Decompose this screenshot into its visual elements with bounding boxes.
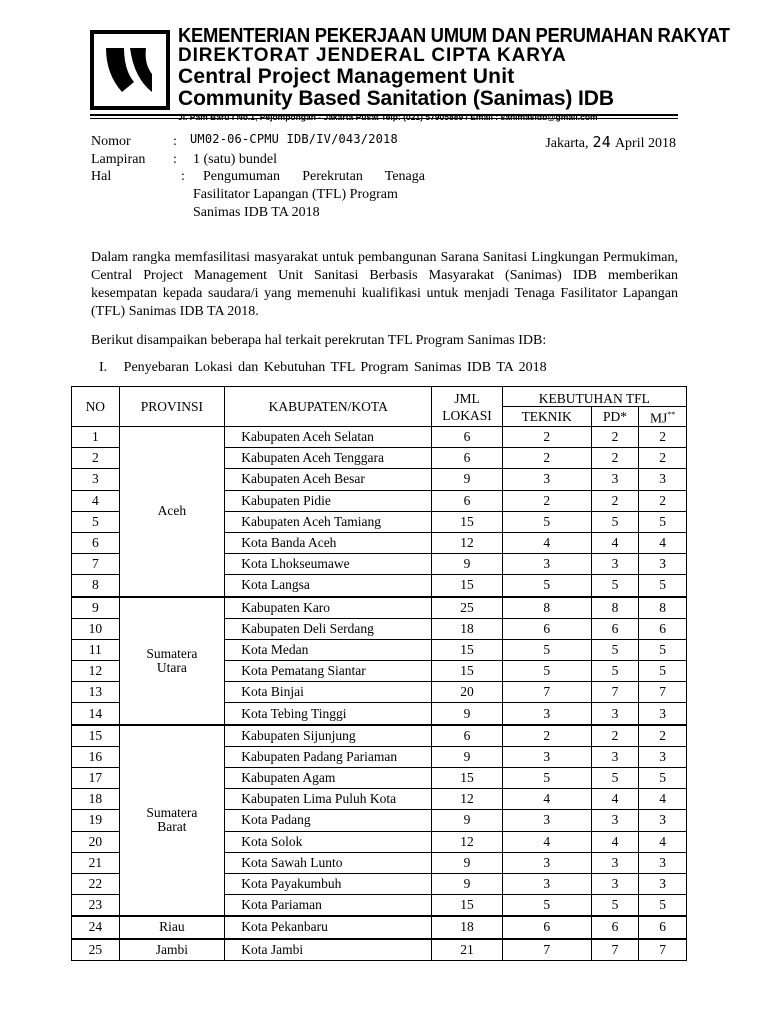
cell-teknik: 3 bbox=[502, 852, 591, 873]
header-lokasi: LOKASI bbox=[442, 407, 492, 423]
cell-pd: 3 bbox=[591, 554, 639, 575]
provinsi-line-1: Sumatera bbox=[146, 645, 198, 661]
cell-jml-lokasi: 6 bbox=[432, 725, 502, 747]
cell-jml-lokasi: 12 bbox=[432, 532, 502, 553]
cell-jml-lokasi: 12 bbox=[432, 789, 502, 810]
cell-kabupaten: Kabupaten Lima Puluh Kota bbox=[225, 789, 432, 810]
nomor-label: Nomor bbox=[91, 134, 131, 149]
cell-pd: 4 bbox=[591, 789, 639, 810]
cell-kabupaten: Kabupaten Aceh Tenggara bbox=[225, 448, 432, 469]
letterhead bbox=[178, 24, 730, 122]
cell-no: 19 bbox=[72, 810, 120, 831]
lampiran-value: 1 (satu) bundel bbox=[193, 152, 277, 167]
cell-no: 18 bbox=[72, 789, 120, 810]
table-row bbox=[72, 939, 687, 961]
cell-jml-lokasi: 15 bbox=[432, 639, 502, 660]
cell-no: 1 bbox=[72, 427, 120, 448]
cell-jml-lokasi: 12 bbox=[432, 831, 502, 852]
cell-mj: 3 bbox=[639, 810, 687, 831]
cell-no: 23 bbox=[72, 895, 120, 917]
cell-kabupaten: Kabupaten Sijunjung bbox=[225, 725, 432, 747]
cell-jml-lokasi: 9 bbox=[432, 852, 502, 873]
lampiran-colon: : bbox=[173, 152, 177, 167]
table-row bbox=[72, 725, 687, 747]
cell-teknik: 2 bbox=[502, 448, 591, 469]
hal-line-1: Pengumuman Perekrutan Tenaga bbox=[203, 169, 425, 184]
cell-pd: 3 bbox=[591, 873, 639, 894]
cell-mj: 3 bbox=[639, 873, 687, 894]
cell-kabupaten: Kabupaten Padang Pariaman bbox=[225, 746, 432, 767]
cell-mj: 7 bbox=[639, 682, 687, 703]
cell-kabupaten: Kabupaten Aceh Besar bbox=[225, 469, 432, 490]
cell-mj: 6 bbox=[639, 618, 687, 639]
table-row bbox=[72, 427, 687, 448]
cell-pd: 7 bbox=[591, 682, 639, 703]
cell-kabupaten: Kota Langsa bbox=[225, 575, 432, 597]
header-kebutuhan: KEBUTUHAN TFL bbox=[502, 387, 686, 407]
cell-teknik: 7 bbox=[502, 939, 591, 961]
header-teknik: TEKNIK bbox=[502, 407, 591, 427]
cell-mj: 4 bbox=[639, 532, 687, 553]
cell-kabupaten: Kabupaten Aceh Tamiang bbox=[225, 511, 432, 532]
cell-kabupaten: Kota Binjai bbox=[225, 682, 432, 703]
cell-teknik: 7 bbox=[502, 682, 591, 703]
cell-mj: 3 bbox=[639, 746, 687, 767]
cell-mj: 3 bbox=[639, 554, 687, 575]
cell-jml-lokasi: 9 bbox=[432, 810, 502, 831]
table-header-row bbox=[72, 387, 687, 407]
cell-pd: 6 bbox=[591, 618, 639, 639]
cell-mj: 2 bbox=[639, 490, 687, 511]
cell-jml-lokasi: 15 bbox=[432, 661, 502, 682]
cell-no: 14 bbox=[72, 703, 120, 725]
cell-provinsi bbox=[119, 597, 225, 725]
cell-kabupaten: Kota Tebing Tinggi bbox=[225, 703, 432, 725]
cell-teknik: 5 bbox=[502, 661, 591, 682]
cell-mj: 3 bbox=[639, 852, 687, 873]
cell-pd: 5 bbox=[591, 661, 639, 682]
cell-provinsi: Aceh bbox=[119, 427, 225, 597]
cell-no: 6 bbox=[72, 532, 120, 553]
cell-no: 2 bbox=[72, 448, 120, 469]
cell-jml-lokasi: 18 bbox=[432, 618, 502, 639]
cell-mj: 5 bbox=[639, 895, 687, 917]
header-pd: PD* bbox=[591, 407, 639, 427]
letter-date bbox=[545, 133, 676, 152]
unit-name: Central Project Management Unit bbox=[178, 65, 515, 88]
cell-no: 3 bbox=[72, 469, 120, 490]
program-name: Community Based Sanitation (Sanimas) IDB bbox=[178, 87, 614, 110]
cell-jml-lokasi: 25 bbox=[432, 597, 502, 619]
cell-teknik: 3 bbox=[502, 469, 591, 490]
cell-kabupaten: Kabupaten Karo bbox=[225, 597, 432, 619]
cell-jml-lokasi: 15 bbox=[432, 895, 502, 917]
cell-mj: 6 bbox=[639, 916, 687, 938]
logo-mark-icon bbox=[94, 34, 166, 106]
hal-label: Hal bbox=[91, 169, 112, 184]
cell-pd: 3 bbox=[591, 852, 639, 873]
cell-jml-lokasi: 9 bbox=[432, 554, 502, 575]
nomor-value: UM02-06-CPMU IDB/IV/043/2018 bbox=[190, 132, 398, 146]
cell-no: 17 bbox=[72, 768, 120, 789]
cell-jml-lokasi: 6 bbox=[432, 448, 502, 469]
cell-pd: 7 bbox=[591, 939, 639, 961]
address-line: Jl. Pam Baru I No.1, Pejompongan - Jakarta Pusat Telp: (021) 57905889 / Email : sanimasidb@gmail.com bbox=[178, 112, 598, 122]
cell-mj: 7 bbox=[639, 939, 687, 961]
cell-mj: 2 bbox=[639, 448, 687, 469]
cell-kabupaten: Kota Banda Aceh bbox=[225, 532, 432, 553]
header-kabupaten: KABUPATEN/KOTA bbox=[225, 387, 432, 427]
hal-line-3: Sanimas IDB TA 2018 bbox=[193, 205, 320, 220]
cell-teknik: 4 bbox=[502, 789, 591, 810]
provinsi-line-2: Utara bbox=[156, 659, 187, 675]
cell-jml-lokasi: 18 bbox=[432, 916, 502, 938]
cell-provinsi: Jambi bbox=[119, 939, 225, 961]
cell-pd: 2 bbox=[591, 725, 639, 747]
hal-line-2: Fasilitator Lapangan (TFL) Program bbox=[193, 187, 398, 202]
cell-jml-lokasi: 20 bbox=[432, 682, 502, 703]
lampiran-label: Lampiran bbox=[91, 152, 146, 167]
date-month-year: April 2018 bbox=[614, 136, 676, 151]
directorate-name: DIREKTORAT JENDERAL CIPTA KARYA bbox=[178, 45, 567, 66]
cell-teknik: 8 bbox=[502, 597, 591, 619]
cell-teknik: 5 bbox=[502, 511, 591, 532]
table-body bbox=[72, 427, 687, 961]
cell-no: 4 bbox=[72, 490, 120, 511]
cell-jml-lokasi: 6 bbox=[432, 490, 502, 511]
cell-kabupaten: Kota Solok bbox=[225, 831, 432, 852]
cell-teknik: 3 bbox=[502, 746, 591, 767]
cell-mj: 5 bbox=[639, 639, 687, 660]
cell-teknik: 2 bbox=[502, 427, 591, 448]
header-provinsi: PROVINSI bbox=[119, 387, 225, 427]
cell-no: 5 bbox=[72, 511, 120, 532]
table-row bbox=[72, 916, 687, 938]
cell-pd: 5 bbox=[591, 575, 639, 597]
header-jml-lokasi bbox=[432, 387, 502, 427]
cell-jml-lokasi: 15 bbox=[432, 575, 502, 597]
cell-kabupaten: Kota Sawah Lunto bbox=[225, 852, 432, 873]
cell-kabupaten: Kota Payakumbuh bbox=[225, 873, 432, 894]
cell-no: 24 bbox=[72, 916, 120, 938]
cell-pd: 3 bbox=[591, 469, 639, 490]
cell-no: 15 bbox=[72, 725, 120, 747]
cell-teknik: 2 bbox=[502, 725, 591, 747]
cell-provinsi: Riau bbox=[119, 916, 225, 938]
cell-teknik: 6 bbox=[502, 618, 591, 639]
cell-no: 20 bbox=[72, 831, 120, 852]
cell-no: 7 bbox=[72, 554, 120, 575]
cell-kabupaten: Kota Medan bbox=[225, 639, 432, 660]
cell-pd: 2 bbox=[591, 427, 639, 448]
cell-teknik: 3 bbox=[502, 810, 591, 831]
cell-jml-lokasi: 9 bbox=[432, 469, 502, 490]
cell-no: 22 bbox=[72, 873, 120, 894]
letterhead-rule-thin bbox=[90, 118, 678, 119]
cell-teknik: 5 bbox=[502, 639, 591, 660]
cell-mj: 5 bbox=[639, 768, 687, 789]
cell-teknik: 4 bbox=[502, 532, 591, 553]
cell-no: 11 bbox=[72, 639, 120, 660]
cell-kabupaten: Kota Jambi bbox=[225, 939, 432, 961]
date-city: Jakarta, bbox=[545, 136, 589, 151]
cell-pd: 5 bbox=[591, 511, 639, 532]
cell-teknik: 3 bbox=[502, 554, 591, 575]
cell-pd: 5 bbox=[591, 768, 639, 789]
cell-teknik: 5 bbox=[502, 895, 591, 917]
cell-pd: 5 bbox=[591, 895, 639, 917]
cell-kabupaten: Kota Lhokseumawe bbox=[225, 554, 432, 575]
cell-pd: 3 bbox=[591, 703, 639, 725]
nomor-colon: : bbox=[173, 134, 177, 149]
cell-no: 16 bbox=[72, 746, 120, 767]
cell-pd: 2 bbox=[591, 448, 639, 469]
cell-teknik: 5 bbox=[502, 768, 591, 789]
cell-kabupaten: Kota Pariaman bbox=[225, 895, 432, 917]
cell-no: 25 bbox=[72, 939, 120, 961]
cell-mj: 2 bbox=[639, 725, 687, 747]
cell-jml-lokasi: 9 bbox=[432, 873, 502, 894]
section-number: I. bbox=[99, 360, 108, 375]
cell-jml-lokasi: 9 bbox=[432, 746, 502, 767]
cell-no: 13 bbox=[72, 682, 120, 703]
provinsi-line-1: Sumatera bbox=[146, 805, 198, 821]
cell-pd: 4 bbox=[591, 831, 639, 852]
cell-no: 8 bbox=[72, 575, 120, 597]
cell-pd: 3 bbox=[591, 810, 639, 831]
hal-value bbox=[193, 168, 425, 222]
ministry-logo bbox=[90, 30, 170, 110]
cell-pd: 2 bbox=[591, 490, 639, 511]
section-title: Penyebaran Lokasi dan Kebutuhan TFL Program Sanimas IDB TA 2018 bbox=[123, 360, 547, 375]
cell-jml-lokasi: 6 bbox=[432, 427, 502, 448]
cell-kabupaten: Kabupaten Deli Serdang bbox=[225, 618, 432, 639]
cell-mj: 2 bbox=[639, 427, 687, 448]
cell-teknik: 5 bbox=[502, 575, 591, 597]
cell-no: 21 bbox=[72, 852, 120, 873]
cell-pd: 4 bbox=[591, 532, 639, 553]
cell-teknik: 3 bbox=[502, 873, 591, 894]
header-jml: JML bbox=[454, 390, 480, 406]
cell-mj: 5 bbox=[639, 661, 687, 682]
date-day: 24 bbox=[592, 133, 611, 151]
cell-pd: 3 bbox=[591, 746, 639, 767]
section-heading bbox=[99, 360, 547, 376]
cell-jml-lokasi: 9 bbox=[432, 703, 502, 725]
cell-kabupaten: Kota Pekanbaru bbox=[225, 916, 432, 938]
cell-kabupaten: Kabupaten Agam bbox=[225, 768, 432, 789]
cell-kabupaten: Kabupaten Pidie bbox=[225, 490, 432, 511]
cell-mj: 3 bbox=[639, 703, 687, 725]
table-row bbox=[72, 597, 687, 619]
cell-teknik: 6 bbox=[502, 916, 591, 938]
cell-teknik: 4 bbox=[502, 831, 591, 852]
cell-provinsi bbox=[119, 725, 225, 917]
intro-paragraph: Dalam rangka memfasilitasi masyarakat untuk pembangunan Sarana Sanitasi Lingkungan Permukiman, Central Project Management Unit Sanitasi Berbasis Masyarakat (Sanimas) IDB memberikan kesempatan kepada saudara/i yang memenuhi kualifikasi untuk menjadi Tenaga Fasilitator Lapangan (TFL) Sanimas IDB TA 2018. bbox=[91, 250, 678, 319]
header-no: NO bbox=[72, 387, 120, 427]
cell-teknik: 2 bbox=[502, 490, 591, 511]
cell-pd: 6 bbox=[591, 916, 639, 938]
info-paragraph: Berikut disampaikan beberapa hal terkait perekrutan TFL Program Sanimas IDB: bbox=[91, 333, 547, 348]
cell-no: 10 bbox=[72, 618, 120, 639]
provinsi-line-2: Barat bbox=[157, 819, 187, 835]
header-mj: MJ** bbox=[639, 407, 687, 427]
cell-pd: 8 bbox=[591, 597, 639, 619]
cell-teknik: 3 bbox=[502, 703, 591, 725]
cell-pd: 5 bbox=[591, 639, 639, 660]
cell-kabupaten: Kota Padang bbox=[225, 810, 432, 831]
cell-jml-lokasi: 21 bbox=[432, 939, 502, 961]
cell-no: 12 bbox=[72, 661, 120, 682]
cell-kabupaten: Kabupaten Aceh Selatan bbox=[225, 427, 432, 448]
cell-mj: 5 bbox=[639, 511, 687, 532]
tfl-table bbox=[71, 386, 687, 961]
cell-jml-lokasi: 15 bbox=[432, 511, 502, 532]
cell-no: 9 bbox=[72, 597, 120, 619]
cell-mj: 3 bbox=[639, 469, 687, 490]
letterhead-rule bbox=[90, 114, 678, 116]
cell-mj: 4 bbox=[639, 789, 687, 810]
hal-colon: : bbox=[181, 169, 185, 184]
ministry-name: KEMENTERIAN PEKERJAAN UMUM DAN PERUMAHAN RAKYAT bbox=[178, 24, 730, 47]
cell-mj: 4 bbox=[639, 831, 687, 852]
cell-mj: 5 bbox=[639, 575, 687, 597]
cell-jml-lokasi: 15 bbox=[432, 768, 502, 789]
cell-kabupaten: Kota Pematang Siantar bbox=[225, 661, 432, 682]
cell-mj: 8 bbox=[639, 597, 687, 619]
